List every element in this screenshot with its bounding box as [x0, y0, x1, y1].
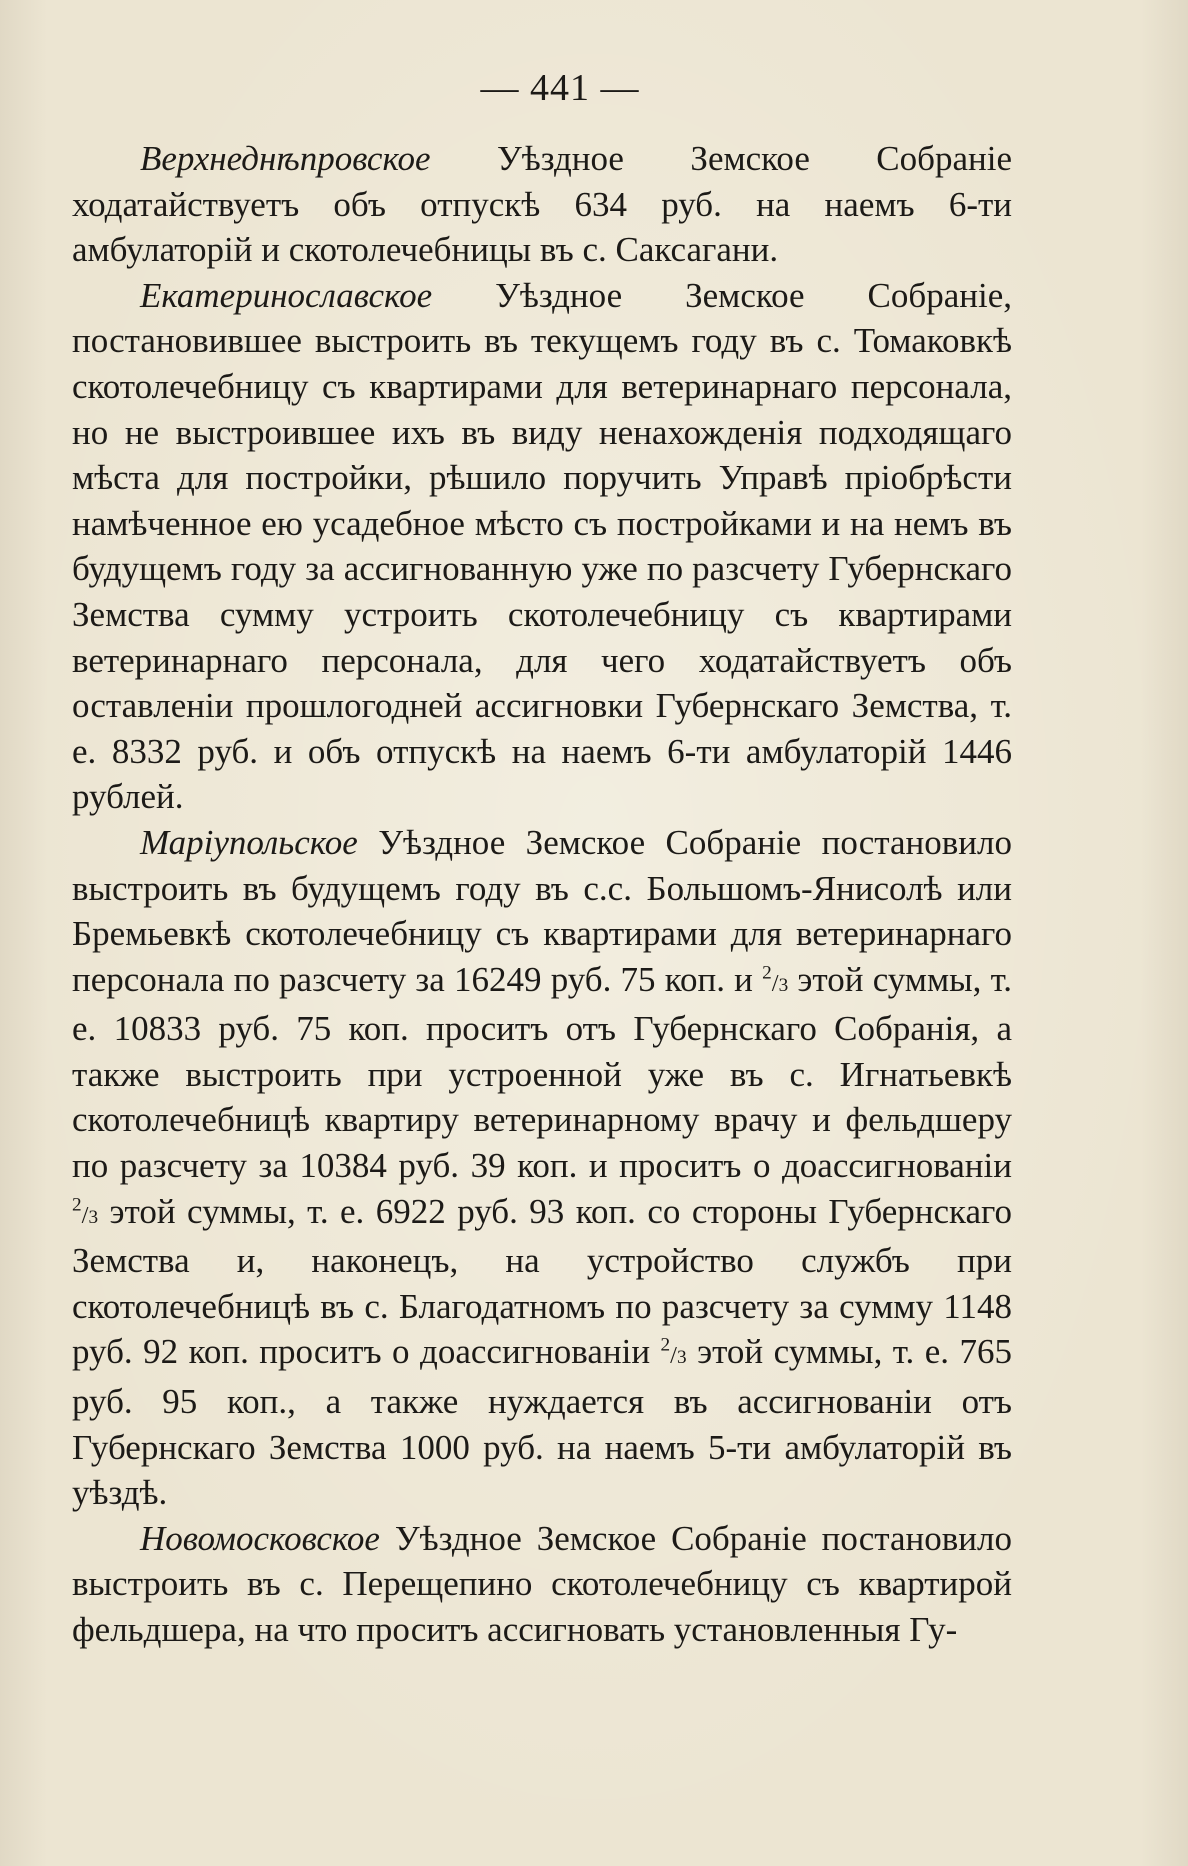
fraction	[762, 960, 788, 999]
fraction-numerator: 2	[660, 1334, 671, 1356]
paragraph-ekaterinoslavskoe	[72, 273, 1012, 820]
fraction-denominator: 3	[778, 974, 789, 996]
fraction	[661, 1332, 687, 1371]
paragraph-novomoskovskoe	[72, 1516, 1012, 1653]
paragraph-text: Уѣздное Земское Собраніе, постановившее выстроить въ текущемъ году въ с. Томаковкѣ скотолечебницу съ квартирами для ветеринарнаго персонала, но не выстроившее ихъ въ виду ненахожденія подходящаго мѣста для постройки, рѣшило поручить Управѣ пріобрѣсти намѣченное ею усадебное мѣсто съ постройками и на немъ въ будущемъ году за ассигнованную уже по разсчету Губернскаго Земства сумму устроить скотолечебницу съ квартирами ветеринарнаго персонала, для чего ходатайствуетъ объ оставленіи прошлогодней ассигновки Губернскаго Земства, т. е. 8332 руб. и объ отпускѣ на наемъ 6-ти амбулаторій 1446 рублей.	[72, 275, 1012, 817]
body-text	[72, 136, 1012, 1653]
paragraph-mariupolskoe	[72, 820, 1012, 1516]
paragraph-text: Уѣздное Земское Собраніе постановило выстроить въ с. Перещепино скотолечебницу съ квартирой фельдшера, на что проситъ ассигновать установленныя Гу-	[72, 1518, 1012, 1649]
fraction	[72, 1192, 98, 1231]
district-name: Маріупольское	[140, 822, 358, 862]
district-name: Верхнеднѣпровское	[140, 139, 431, 178]
district-name: Екатеринославское	[140, 275, 433, 315]
paragraph-text: этой суммы, т. е. 10833 руб. 75 коп. проситъ отъ Губернскаго Собранія, а также выстроить при устроенной уже въ с. Игнатьевкѣ скотолечебницѣ квартиру ветеринарному врачу и фельдшеру по разсчету за 10384 руб. 39 коп. и проситъ о доассигнованіи	[72, 959, 1012, 1186]
fraction-denominator: 3	[676, 1347, 687, 1369]
paragraph-text: этой суммы, т. е. 6922 руб. 93 коп. со стороны Губернскаго Земства и, наконецъ, на устройство службъ при скотолечебницѣ въ с. Благодатномъ по разсчету за сумму 1148 руб. 92 коп. проситъ о доассигнованіи	[72, 1191, 1012, 1372]
district-name: Новомосковское	[140, 1518, 380, 1558]
fraction-slash: /	[670, 1342, 677, 1370]
paragraph-verkhnedneprovskoe	[72, 136, 1012, 273]
fraction-slash: /	[81, 1201, 89, 1229]
fraction-numerator: 2	[72, 1194, 82, 1216]
paragraph-text: этой суммы, т. е. 765 руб. 95 коп., а также нуждается въ ассигнованіи отъ Губернскаго Земства 1000 руб. на наемъ 5-ти амбулаторій въ уѣздѣ.	[72, 1332, 1012, 1513]
fraction-numerator: 2	[762, 962, 772, 984]
paragraph-text: Уѣздное Земское Собраніе ходатайствуетъ объ отпускѣ 634 руб. на наемъ 6-ти амбулаторій и скотолечебницы въ с. Саксагани.	[72, 139, 1012, 270]
paragraph-text: Уѣздное Земское Собраніе постановило выстроить въ будущемъ году въ с.с. Большомъ-Янисолѣ или Бремьевкѣ скотолечебницу съ квартирами для ветеринарнаго персонала по разсчету за 16249 руб. 75 коп. и	[72, 822, 1012, 999]
fraction-denominator: 3	[88, 1206, 99, 1228]
fraction-slash: /	[771, 969, 779, 997]
page-number: — 441 —	[480, 67, 640, 109]
